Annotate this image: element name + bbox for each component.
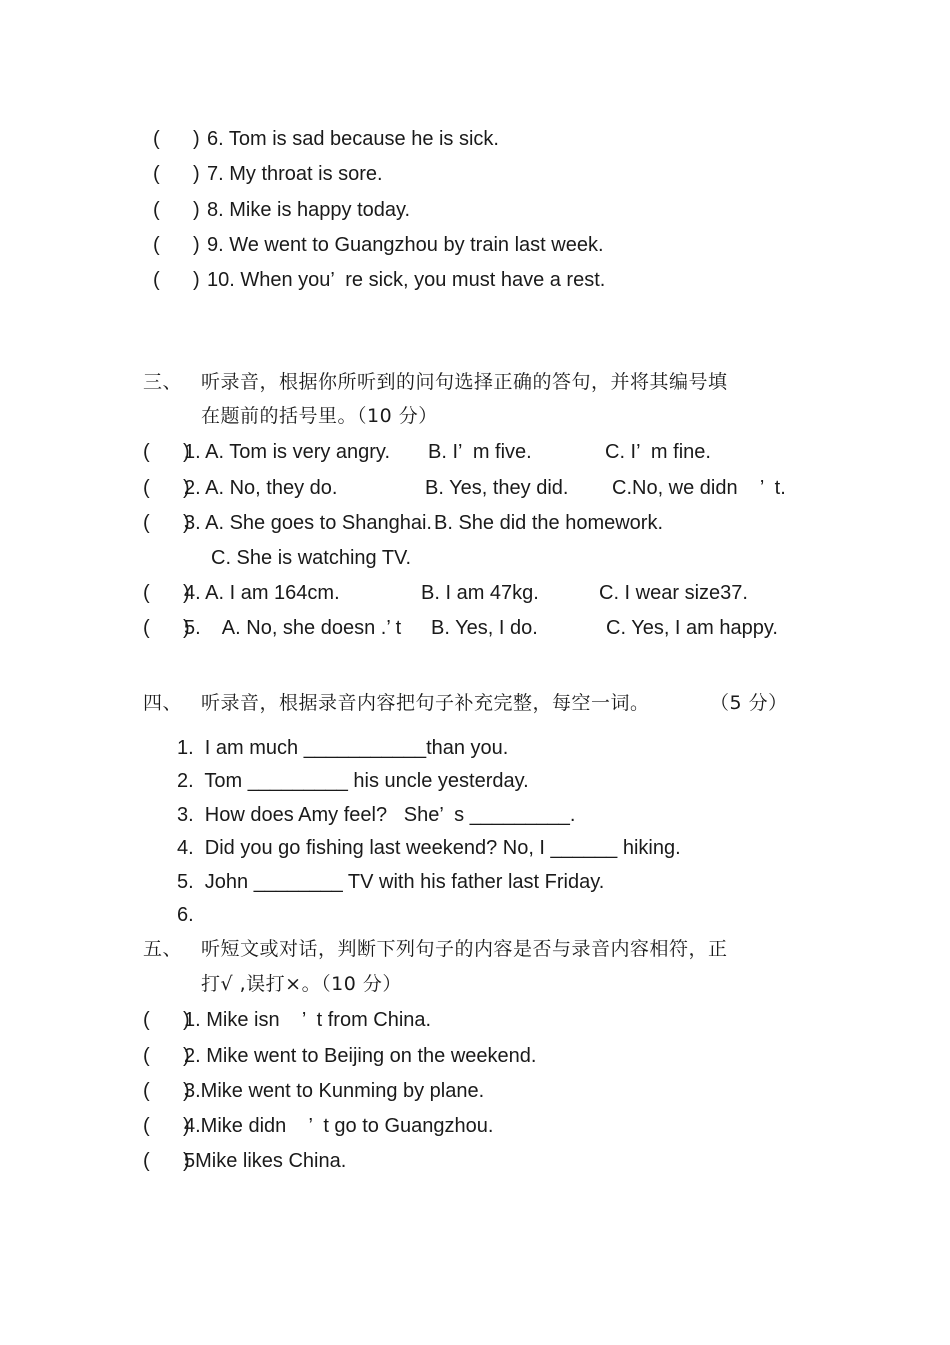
question-text: 10. When you’ re sick, you must have a rest. — [207, 269, 606, 291]
section-instruction: 听短文或对话，判断下列句子的内容是否与录音内容相符，正 — [201, 938, 728, 960]
option-b: B. Yes, I do. — [431, 617, 538, 639]
option-c: C. She is watching TV. — [211, 547, 412, 569]
judgment-text: 4.Mike didn ’ t go to Guangzhou. — [184, 1115, 494, 1137]
answer-bracket[interactable]: ( ) — [153, 128, 200, 150]
option-c: C.No, we didn ’ t. — [612, 477, 786, 499]
section-number: 五、 — [143, 938, 183, 960]
answer-bracket[interactable]: ( ) — [153, 234, 200, 256]
option-c: C. Yes, I am happy. — [606, 617, 778, 639]
answer-bracket[interactable]: ( ) — [143, 1115, 190, 1137]
question-text: 8. Mike is happy today. — [207, 199, 411, 221]
option-a: 2. A. No, they do. — [184, 477, 338, 499]
answer-bracket[interactable]: ( ) — [153, 163, 200, 185]
section-instruction: 听录音，根据录音内容把句子补充完整，每空一词。 — [201, 692, 650, 714]
fill-blank-item[interactable]: 4. Did you go fishing last weekend? No, I ______ hiking. — [177, 837, 681, 859]
fill-blank-item: 6. — [177, 904, 194, 926]
section-number: 四、 — [143, 692, 183, 714]
judgment-text: 1. Mike isn ’ t from China. — [184, 1009, 432, 1031]
judgment-text: 2. Mike went to Beijing on the weekend. — [184, 1045, 537, 1067]
fill-blank-item[interactable]: 3. How does Amy feel? She’ s _________. — [177, 804, 576, 826]
question-text: 9. We went to Guangzhou by train last week. — [207, 234, 604, 256]
option-b: B. I am 47kg. — [421, 582, 539, 604]
section-instruction: 打√ ,误打×。（10 分） — [201, 973, 402, 995]
fill-blank-item[interactable]: 5. John ________ TV with his father last Friday. — [177, 871, 605, 893]
fill-blank-item[interactable]: 2. Tom _________ his uncle yesterday. — [177, 770, 529, 792]
answer-bracket[interactable]: ( ) — [143, 617, 190, 639]
answer-bracket[interactable]: ( ) — [153, 199, 200, 221]
option-b: B. I’ m five. — [428, 441, 532, 463]
answer-bracket[interactable]: ( ) — [143, 441, 190, 463]
judgment-text: 3.Mike went to Kunming by plane. — [184, 1080, 485, 1102]
option-c: C. I wear size37. — [599, 582, 748, 604]
answer-bracket[interactable]: ( ) — [143, 477, 190, 499]
section-score: （5 分） — [710, 692, 788, 714]
answer-bracket[interactable]: ( ) — [143, 512, 190, 534]
question-text: 7. My throat is sore. — [207, 163, 383, 185]
option-a: 5. A. No, she doesn .’ t — [184, 617, 402, 639]
option-b: B. Yes, they did. — [425, 477, 569, 499]
answer-bracket[interactable]: ( ) — [143, 1045, 190, 1067]
option-a: 1. A. Tom is very angry. — [184, 441, 391, 463]
section-instruction: 在题前的括号里。（10 分） — [201, 405, 438, 427]
answer-bracket[interactable]: ( ) — [143, 1080, 190, 1102]
answer-bracket[interactable]: ( ) — [153, 269, 200, 291]
judgment-text: 5Mike likes China. — [184, 1150, 347, 1172]
fill-blank-item[interactable]: 1. I am much ___________than you. — [177, 737, 509, 759]
section-number: 三、 — [143, 371, 183, 393]
option-b: B. She did the homework. — [434, 512, 664, 534]
answer-bracket[interactable]: ( ) — [143, 582, 190, 604]
option-a: 4. A. I am 164cm. — [184, 582, 340, 604]
section-instruction: 听录音，根据你所听到的问句选择正确的答句，并将其编号填 — [201, 371, 728, 393]
question-text: 6. Tom is sad because he is sick. — [207, 128, 499, 150]
option-a: 3. A. She goes to Shanghai. — [184, 512, 432, 534]
option-c: C. I’ m fine. — [605, 441, 711, 463]
answer-bracket[interactable]: ( ) — [143, 1150, 190, 1172]
answer-bracket[interactable]: ( ) — [143, 1009, 190, 1031]
